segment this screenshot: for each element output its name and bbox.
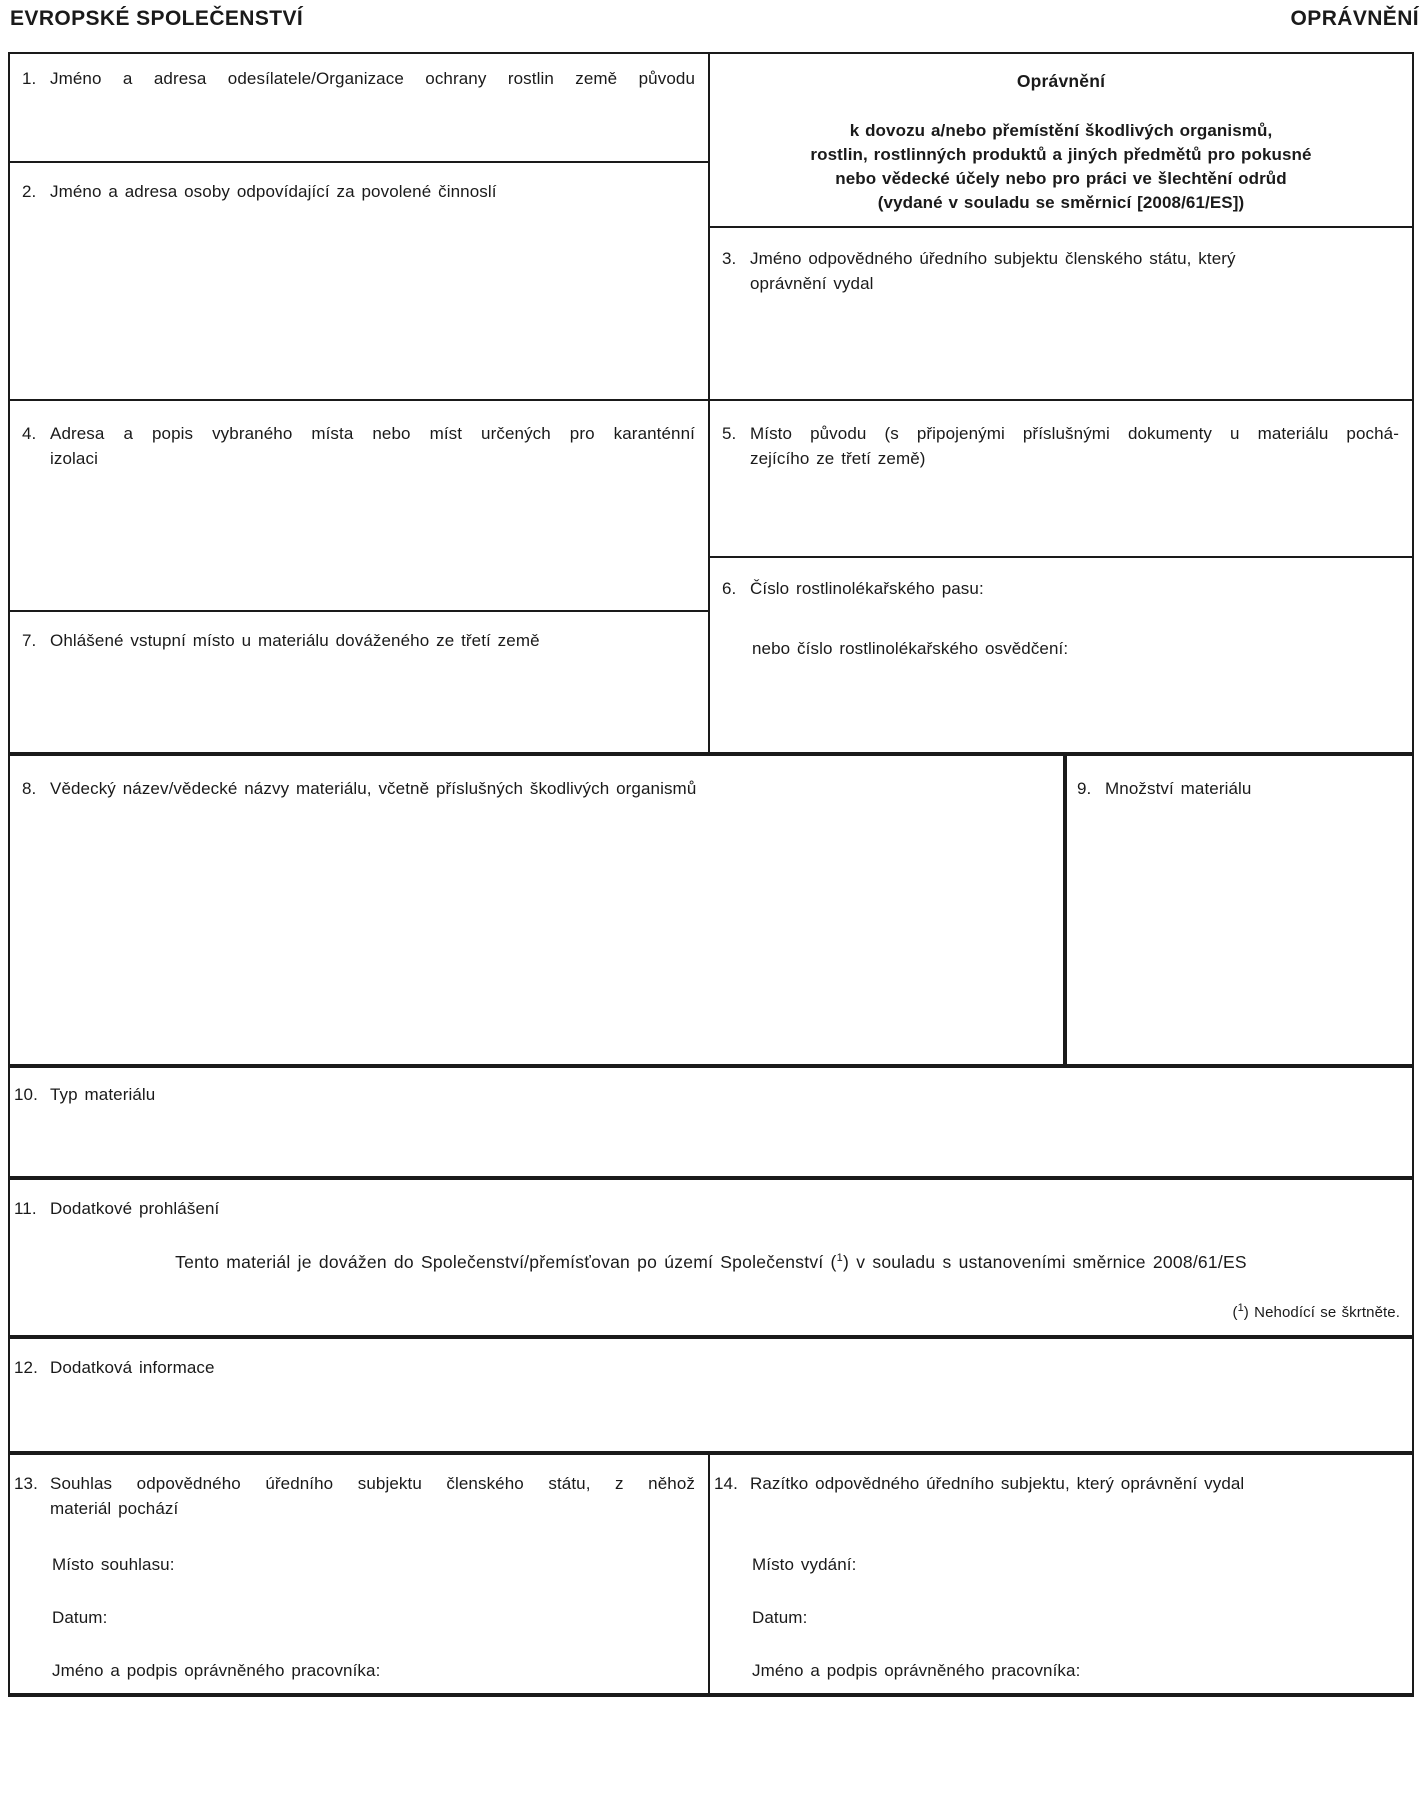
box-1-sender-name-address xyxy=(8,52,710,163)
box-label: Souhlas odpovědného úředního subjektu členského státu, z něhož materiál pochází xyxy=(50,1474,695,1518)
box-label: Ohlášené vstupní místo u materiálu dováženého ze třetí země xyxy=(50,631,540,650)
box-3-issuing-official-body xyxy=(708,226,1414,401)
phytosanitary-certificate-number-label: nebo číslo rostlinolékařského osvědčení: xyxy=(752,639,1069,658)
box-label: Vědecký název/vědecké názvy materiálu, včetně příslušných škodlivých organismů xyxy=(50,779,697,798)
box-number: 10. xyxy=(14,1085,38,1104)
authorization-title-cell xyxy=(708,52,1414,228)
divider xyxy=(8,1693,1414,1697)
box-number: 8. xyxy=(22,779,37,798)
box-label: Dodatkové prohlášení xyxy=(50,1199,220,1218)
box-label: Místo původu (s připojenými příslušnými dokumenty u materiálu pochá- zejícího ze třetí země) xyxy=(750,424,1399,468)
authorization-subtitle-line: rostlin, rostlinných produktů a jiných předmětů pro pokusné xyxy=(810,145,1312,164)
name-signature-label: Jméno a podpis oprávněného pracovníka: xyxy=(52,1661,381,1680)
box-number: 12. xyxy=(14,1358,38,1377)
box-13-agreement-official-body xyxy=(8,1451,710,1697)
divider xyxy=(8,1335,1414,1339)
box-number: 3. xyxy=(722,249,737,268)
footnote-text: ($^1$) Nehodící se škrtněte. xyxy=(1232,1302,1400,1321)
authorization-title: Oprávnění xyxy=(1016,71,1106,91)
box-label: Razítko odpovědného úředního subjektu, který oprávnění vydal xyxy=(750,1474,1245,1493)
box-label: Jméno odpovědného úředního subjektu členského státu, který oprávnění vydal xyxy=(750,249,1236,293)
authorization-subtitle-line: k dovozu a/nebo přemístění škodlivých organismů, xyxy=(849,121,1273,140)
box-number: 7. xyxy=(22,631,37,650)
box-number: 2. xyxy=(22,182,37,201)
box-label: Číslo rostlinolékařského pasu: xyxy=(750,579,984,598)
name-signature-label: Jméno a podpis oprávněného pracovníka: xyxy=(752,1661,1081,1680)
box-4-quarantine-address xyxy=(8,399,710,612)
date-label: Datum: xyxy=(752,1608,808,1627)
page-header-right: OPRÁVNĚNÍ xyxy=(1290,7,1419,30)
divider xyxy=(8,752,1414,756)
box-12-additional-information xyxy=(8,1335,1414,1453)
box-11-additional-declaration xyxy=(8,1176,1414,1337)
box-number: 1. xyxy=(22,69,37,88)
divider xyxy=(8,1451,1414,1455)
box-number: 9. xyxy=(1077,779,1092,798)
box-9-quantity xyxy=(1063,752,1414,1066)
box-label: Dodatková informace xyxy=(50,1358,215,1377)
box-number: 11. xyxy=(14,1199,37,1218)
footnote-reference: 1 xyxy=(836,1252,844,1265)
box-7-point-of-entry xyxy=(8,610,710,754)
page-header-left: EVROPSKÉ SPOLEČENSTVÍ xyxy=(10,7,304,30)
divider xyxy=(8,1064,1414,1068)
declaration-statement: Tento materiál je dovážen do Společenství/přemísťovan po území Společenství ($^1$) v souladu s ustanoveními směrnice 2008/61/ES xyxy=(175,1252,1247,1272)
box-label: Množství materiálu xyxy=(1105,779,1252,798)
box-14-stamp-official-body xyxy=(708,1451,1414,1697)
divider xyxy=(8,1176,1414,1180)
authorization-subtitle xyxy=(710,119,1412,215)
box-8-scientific-names xyxy=(8,752,1067,1066)
authorization-subtitle-line: (vydané v souladu se směrnicí [2008/61/ES]) xyxy=(877,193,1245,212)
box-10-type-of-material xyxy=(8,1064,1414,1178)
footnote-reference: 1 xyxy=(1237,1302,1244,1314)
box-number: 5. xyxy=(722,424,737,443)
place-of-issue-label: Místo vydání: xyxy=(752,1555,857,1574)
box-2-responsible-person xyxy=(8,161,710,401)
box-label: Jméno a adresa odesílatele/Organizace ochrany rostlin země původu xyxy=(50,69,695,88)
box-5-place-of-origin xyxy=(708,399,1414,558)
box-label: Jméno a adresa osoby odpovídající za povolené činnoslí xyxy=(50,182,497,201)
box-number: 6. xyxy=(722,579,737,598)
date-label: Datum: xyxy=(52,1608,108,1627)
box-label: Typ materiálu xyxy=(50,1085,156,1104)
authorization-subtitle-line: nebo vědecké účely nebo pro práci ve šlechtění odrůd xyxy=(835,169,1287,188)
place-of-agreement-label: Místo souhlasu: xyxy=(52,1555,175,1574)
box-number: 14. xyxy=(714,1474,738,1493)
box-label: Adresa a popis vybraného místa nebo míst určených pro karanténní izolaci xyxy=(50,424,695,468)
box-number: 13. xyxy=(14,1474,38,1493)
box-6-plant-passport-number xyxy=(708,556,1414,754)
box-number: 4. xyxy=(22,424,37,443)
